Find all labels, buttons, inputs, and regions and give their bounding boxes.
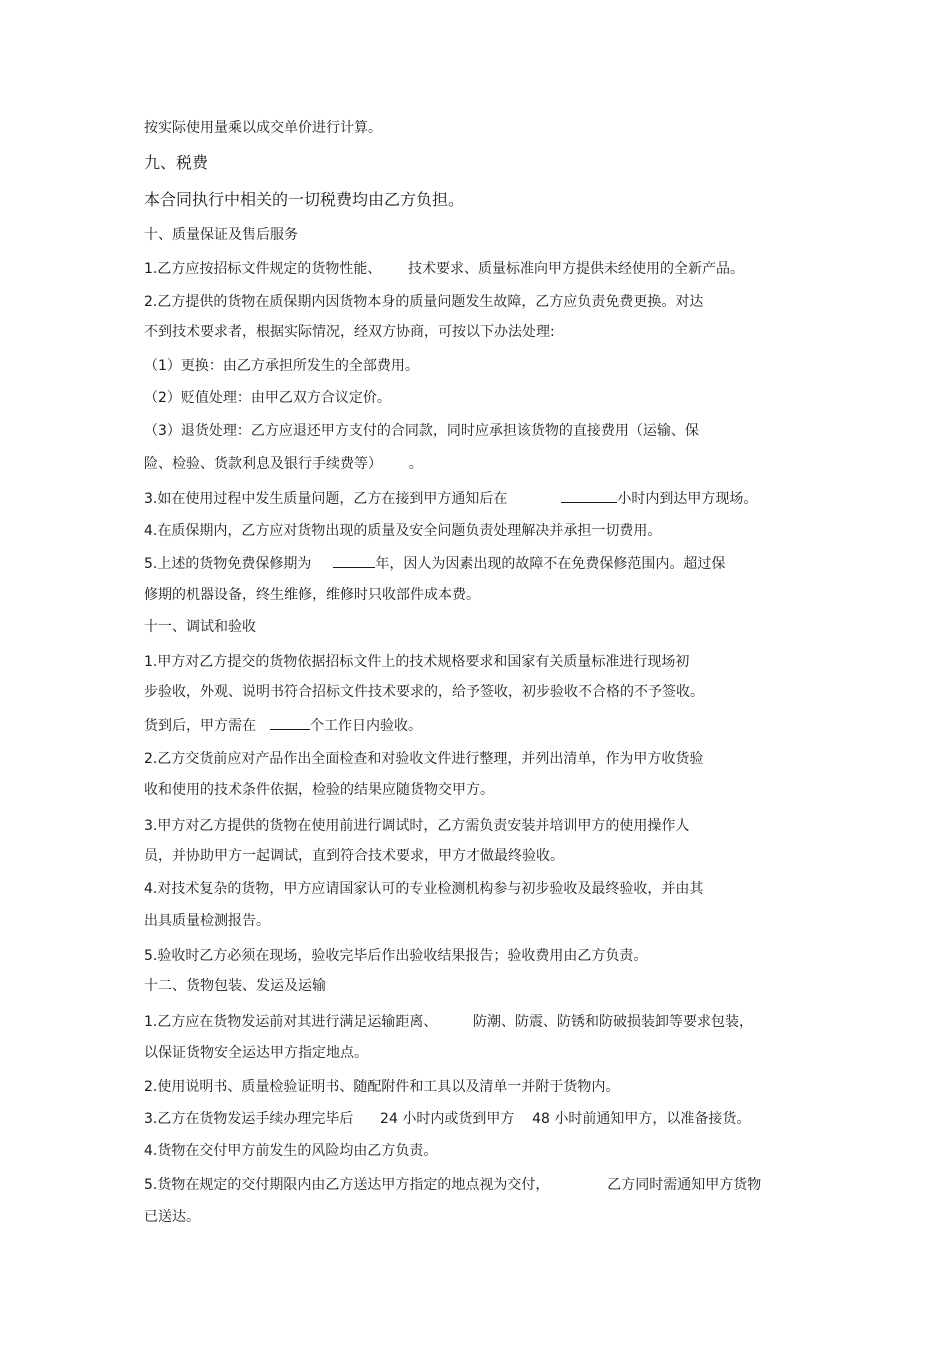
text-line: 本合同执行中相关的一切税费均由乙方负担。	[144, 190, 465, 209]
text-line: 5.货物在规定的交付期限内由乙方送达甲方指定的地点视为交付， 乙方同时需通知甲方货物	[144, 1177, 762, 1193]
text-line: 3.甲方对乙方提供的货物在使用前进行调试时，乙方需负责安装并培训甲方的使用操作人	[144, 818, 690, 834]
section-heading-taxes: 九、税费	[144, 153, 209, 172]
text-line: 4.在质保期内，乙方应对货物出现的质量及安全问题负责处理解决并承担一切费用。	[144, 523, 662, 539]
text-segment: 货到后，甲方需在	[144, 718, 256, 734]
text-line: 2.使用说明书、质量检验证明书、随配附件和工具以及清单一并附于货物内。	[144, 1079, 620, 1095]
text-line: 按实际使用量乘以成交单价进行计算。	[144, 120, 382, 136]
text-line: 修期的机器设备，终生维修，维修时只收部件成本费。	[144, 587, 480, 603]
text-line: （1）更换：由乙方承担所发生的全部费用。	[144, 358, 419, 374]
text-line: 2.乙方提供的货物在质保期内因货物本身的质量问题发生故障，乙方应负责免费更换。对达	[144, 294, 704, 310]
text-line: 1.甲方对乙方提交的货物依据招标文件上的技术规格要求和国家有关质量标准进行现场初	[144, 654, 690, 670]
text-line: 不到技术要求者，根据实际情况，经双方协商，可按以下办法处理:	[144, 324, 555, 340]
section-heading-quality: 十、质量保证及售后服务	[144, 227, 298, 243]
text-line: 员，并协助甲方一起调试，直到符合技术要求，甲方才做最终验收。	[144, 848, 564, 864]
text-line: （3）退货处理：乙方应退还甲方支付的合同款，同时应承担该货物的直接费用（运输、保	[144, 423, 699, 439]
text-line: 3.乙方在货物发运手续办理完毕后 24 小时内或货到甲方 48 小时前通知甲方，以准备接货。	[144, 1111, 751, 1127]
text-segment: 年，因人为因素出现的故障不在免费保修范围内。超过保	[375, 556, 726, 572]
text-segment: 3.如在使用过程中发生质量问题，乙方在接到甲方通知后在	[144, 491, 508, 507]
text-line	[144, 488, 757, 509]
section-heading-packaging: 十二、货物包装、发运及运输	[144, 978, 326, 994]
text-line: 收和使用的技术条件依据，检验的结果应随货物交甲方。	[144, 782, 494, 798]
section-heading-acceptance: 十一、调试和验收	[144, 619, 256, 635]
fill-in-blank	[333, 553, 375, 568]
text-line: （2）贬值处理：由甲乙双方合议定价。	[144, 390, 391, 406]
text-segment: 个工作日内验收。	[310, 718, 422, 734]
fill-in-blank	[270, 715, 310, 730]
text-line: 出具质量检测报告。	[144, 913, 270, 929]
text-line	[144, 715, 422, 736]
text-segment: 小时内到达甲方现场。	[617, 491, 758, 507]
text-line: 以保证货物安全运达甲方指定地点。	[144, 1045, 368, 1061]
text-line: 已送达。	[144, 1209, 200, 1225]
text-line: 5.验收时乙方必须在现场，验收完毕后作出验收结果报告；验收费用由乙方负责。	[144, 948, 648, 964]
text-line	[144, 553, 725, 574]
text-line: 险、检验、货款利息及银行手续费等） 。	[144, 456, 423, 472]
text-line: 步验收，外观、说明书符合招标文件技术要求的，给予签收，初步验收不合格的不予签收。	[144, 684, 704, 700]
text-line: 4.货物在交付甲方前发生的风险均由乙方负责。	[144, 1143, 438, 1159]
text-line: 4.对技术复杂的货物，甲方应请国家认可的专业检测机构参与初步验收及最终验收，并由其	[144, 881, 704, 897]
fill-in-blank	[561, 488, 617, 503]
text-line: 1.乙方应按招标文件规定的货物性能、 技术要求、质量标准向甲方提供未经使用的全新产品。	[144, 261, 745, 277]
text-line: 2.乙方交货前应对产品作出全面检查和对验收文件进行整理，并列出清单，作为甲方收货验	[144, 751, 704, 767]
text-segment: 5.上述的货物免费保修期为	[144, 556, 312, 572]
text-line: 1.乙方应在货物发运前对其进行满足运输距离、 防潮、防震、防锈和防破损装卸等要求包装，	[144, 1014, 753, 1030]
